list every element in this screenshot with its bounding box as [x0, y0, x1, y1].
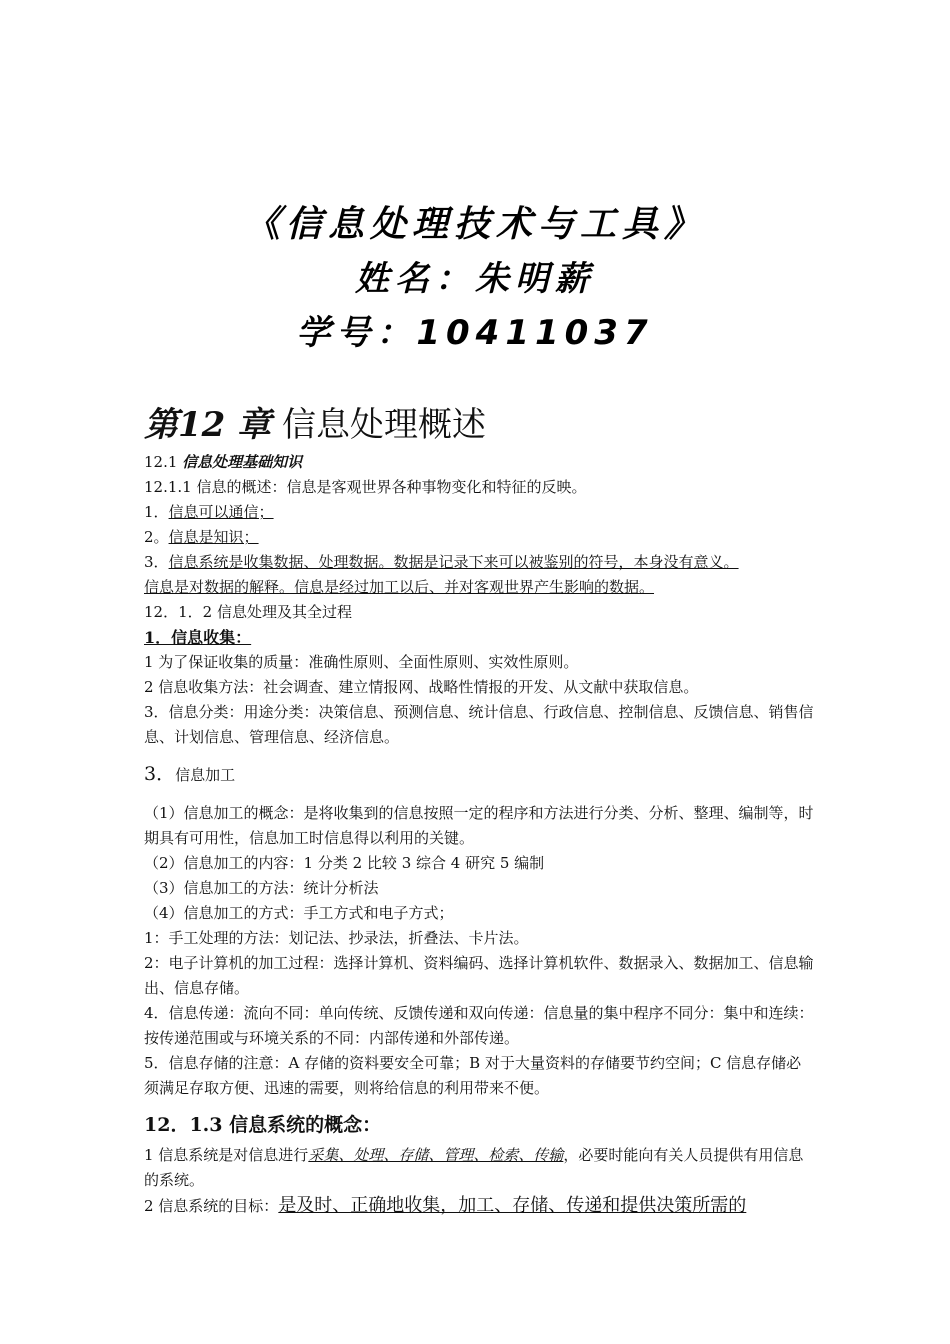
system-item-2-underlined: 是及时、正确地收集，加工、存储、传递和提供决策所需的 [278, 1195, 747, 1216]
processing-item-2: （2）信息加工的内容：1 分类 2 比较 3 综合 4 研究 5 编制 [144, 854, 545, 872]
chapter-number: 第12 章 [144, 405, 272, 445]
collect-heading: 1．信息收集： [144, 628, 252, 647]
point-1-prefix: 1． [144, 503, 169, 521]
section-12-1-2: 12．1．2 信息处理及其全过程 [144, 603, 352, 621]
storage-item: 5．信息存储的注意：A 存储的资料要安全可靠；B 对于大量资料的存储要节约空间；C 信息存储必须满足存取方便、迅速的需要，则将给信息的利用带来不便。 [144, 1054, 802, 1097]
collect-item-2: 2 信息收集方法：社会调查、建立情报网、战略性情报的开发、从文献中获取信息。 [144, 678, 699, 696]
section-12-1-heading [144, 450, 816, 475]
body-content [144, 400, 816, 1219]
spacer [144, 793, 816, 801]
system-item-1-suffix: ，必要时能向有关人员提供有用信息的系统。 [144, 1146, 804, 1189]
chapter-heading [144, 400, 816, 450]
point-2 [144, 525, 816, 550]
system-item-1-prefix: 1 信息系统是对信息进行 [144, 1146, 309, 1164]
collect-item-3: 3．信息分类：用途分类：决策信息、预测信息、统计信息、行政信息、控制信息、反馈信息、销售信息、计划信息、管理信息、经济信息。 [144, 703, 814, 746]
point-2-text: 信息是知识； [168, 528, 259, 546]
processing-heading-number: 3． [144, 763, 176, 785]
processing-item-4: （4）信息加工的方式：手工方式和电子方式； [144, 904, 454, 922]
student-id: 学号：10411037 [296, 313, 654, 353]
point-3-cont [144, 575, 816, 600]
cover-title-block [0, 200, 950, 358]
processing-heading-text: 信息加工 [175, 766, 236, 784]
processing-item-6: 2：电子计算机的加工过程：选择计算机、资料编码、选择计算机软件、数据录入、数据加工、信息输出、信息存储。 [144, 954, 814, 997]
processing-item-1: （1）信息加工的概念：是将收集到的信息按照一定的程序和方法进行分类、分析、整理、编制等，时期具有可用性，信息加工时信息得以利用的关键。 [144, 804, 814, 847]
section-number: 12.1 [144, 453, 183, 471]
point-1-text: 信息可以通信； [168, 503, 274, 521]
processing-item-3: （3）信息加工的方法：统计分析法 [144, 879, 379, 897]
section-12-1-1: 12.1.1 信息的概述：信息是客观世界各种事物变化和特征的反映。 [144, 478, 587, 496]
point-3-line-2: 信息是对数据的解释。信息是经过加工以后、并对客观世界产生影响的数据。 [144, 578, 655, 596]
point-3-line-1: 信息系统是收集数据、处理数据。数据是记录下来可以被鉴别的符号，本身没有意义。 [168, 553, 739, 571]
author-name: 姓名：朱明薪 [355, 259, 595, 299]
point-1 [144, 500, 816, 525]
processing-heading [144, 756, 816, 793]
section-12-1-3-heading: 12．1.3 信息系统的概念： [144, 1114, 382, 1136]
section-title: 信息处理基础知识 [182, 453, 303, 471]
book-title: 《信息处理技术与工具》 [243, 204, 706, 245]
system-item-2-prefix: 2 信息系统的目标： [144, 1197, 279, 1215]
system-item-1 [144, 1143, 816, 1193]
system-item-2 [144, 1193, 816, 1219]
chapter-name: 信息处理概述 [271, 405, 486, 445]
processing-item-5: 1：手工处理的方法：划记法、抄录法，折叠法、卡片法。 [144, 929, 529, 947]
system-item-1-emphasis: 采集、处理、存储、管理、检索、传输 [308, 1146, 564, 1164]
collect-item-1: 1 为了保证收集的质量：准确性原则、全面性原则、实效性原则。 [144, 653, 579, 671]
transfer-item: 4．信息传递：流向不同：单向传统、反馈传递和双向传递：信息量的集中程序不同分：集中和连续：按传递范围或与环境关系的不同：内部传递和外部传递。 [144, 1004, 814, 1047]
point-2-prefix: 2。 [144, 528, 169, 546]
point-3-prefix: 3． [144, 553, 169, 571]
point-3 [144, 550, 816, 575]
